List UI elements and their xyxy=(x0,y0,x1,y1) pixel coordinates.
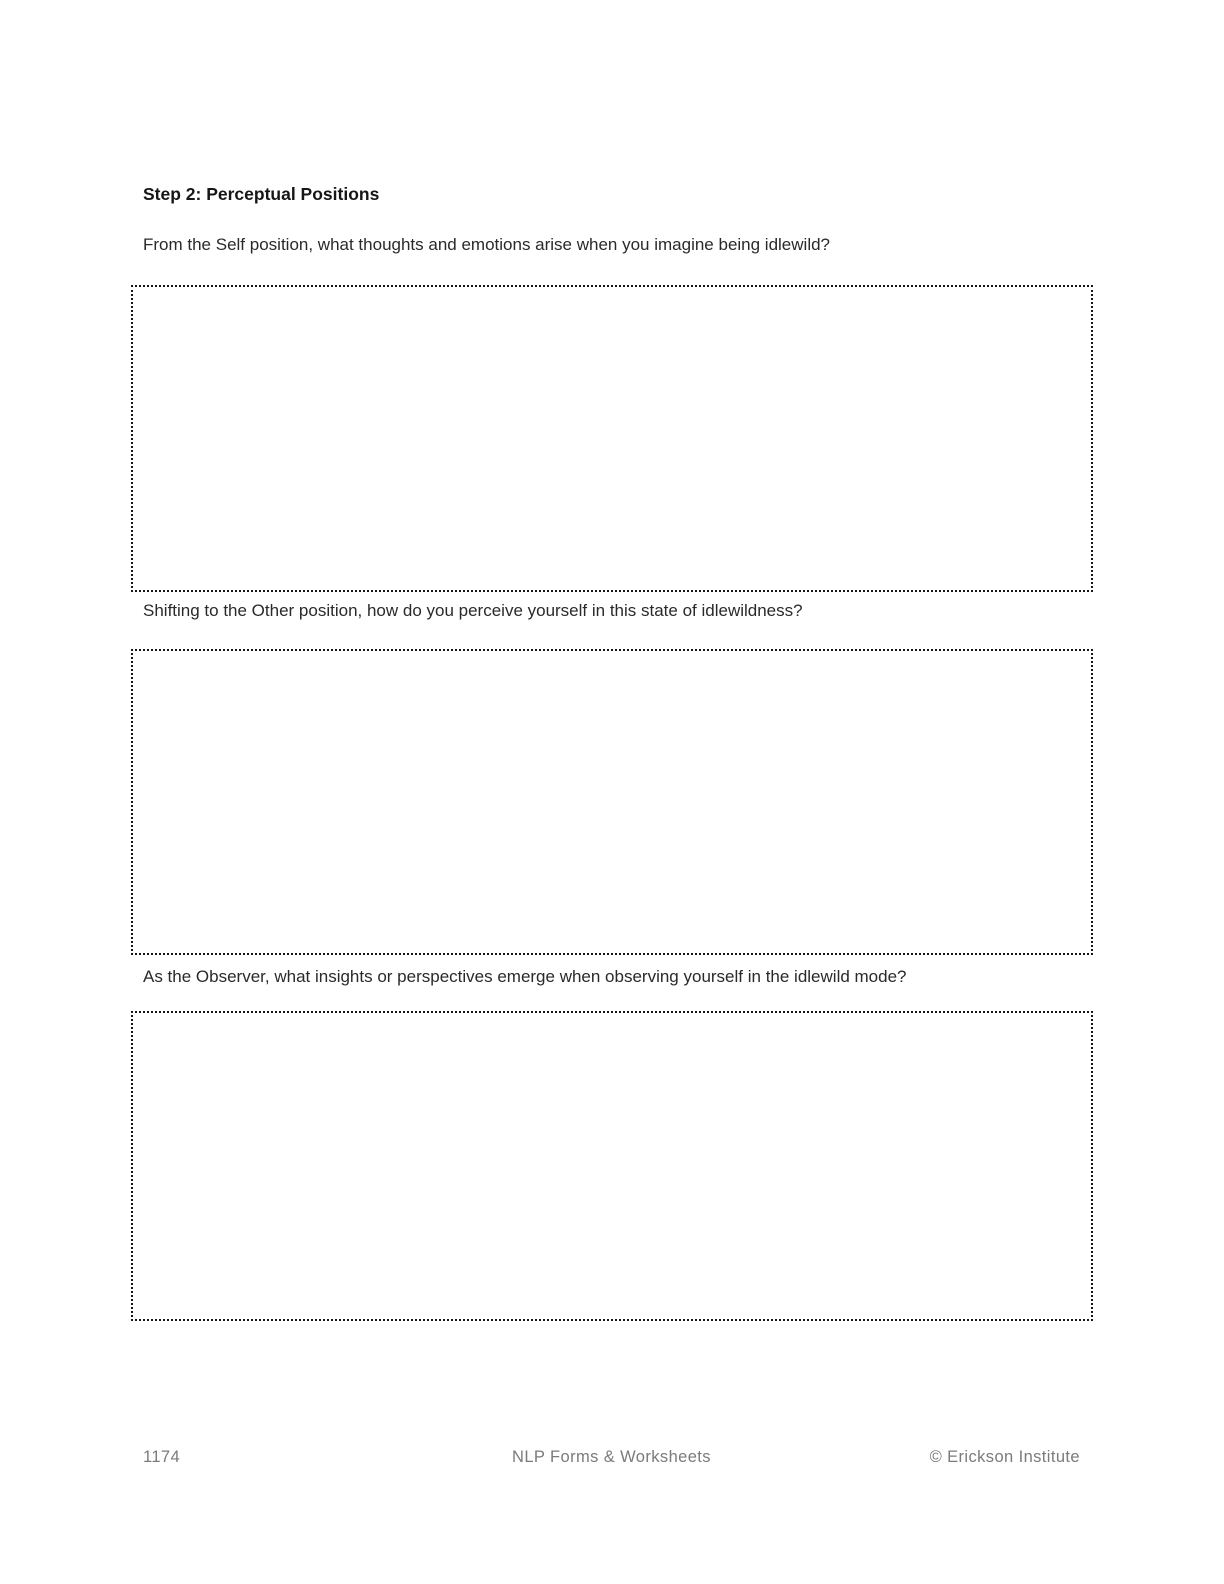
page-content xyxy=(131,0,1093,1321)
footer-title: NLP Forms & Worksheets xyxy=(512,1448,711,1466)
answer-box-other[interactable] xyxy=(131,649,1093,955)
question-block-self xyxy=(131,233,1093,592)
answer-box-observer[interactable] xyxy=(131,1011,1093,1321)
footer-copyright: © Erickson Institute xyxy=(929,1448,1080,1466)
question-block-other xyxy=(131,599,1093,955)
question-text-observer: As the Observer, what insights or perspectives emerge when observing yourself in the idlewild mode? xyxy=(143,967,907,986)
question-block-observer xyxy=(131,965,1093,1321)
answer-box-self[interactable] xyxy=(131,285,1093,592)
page-footer xyxy=(143,1447,1080,1467)
footer-page-number: 1174 xyxy=(143,1448,181,1466)
step-heading: Step 2: Perceptual Positions xyxy=(143,184,380,204)
question-text-other: Shifting to the Other position, how do you perceive yourself in this state of idlewildness? xyxy=(143,601,803,620)
question-text-self: From the Self position, what thoughts and emotions arise when you imagine being idlewild? xyxy=(143,235,831,254)
